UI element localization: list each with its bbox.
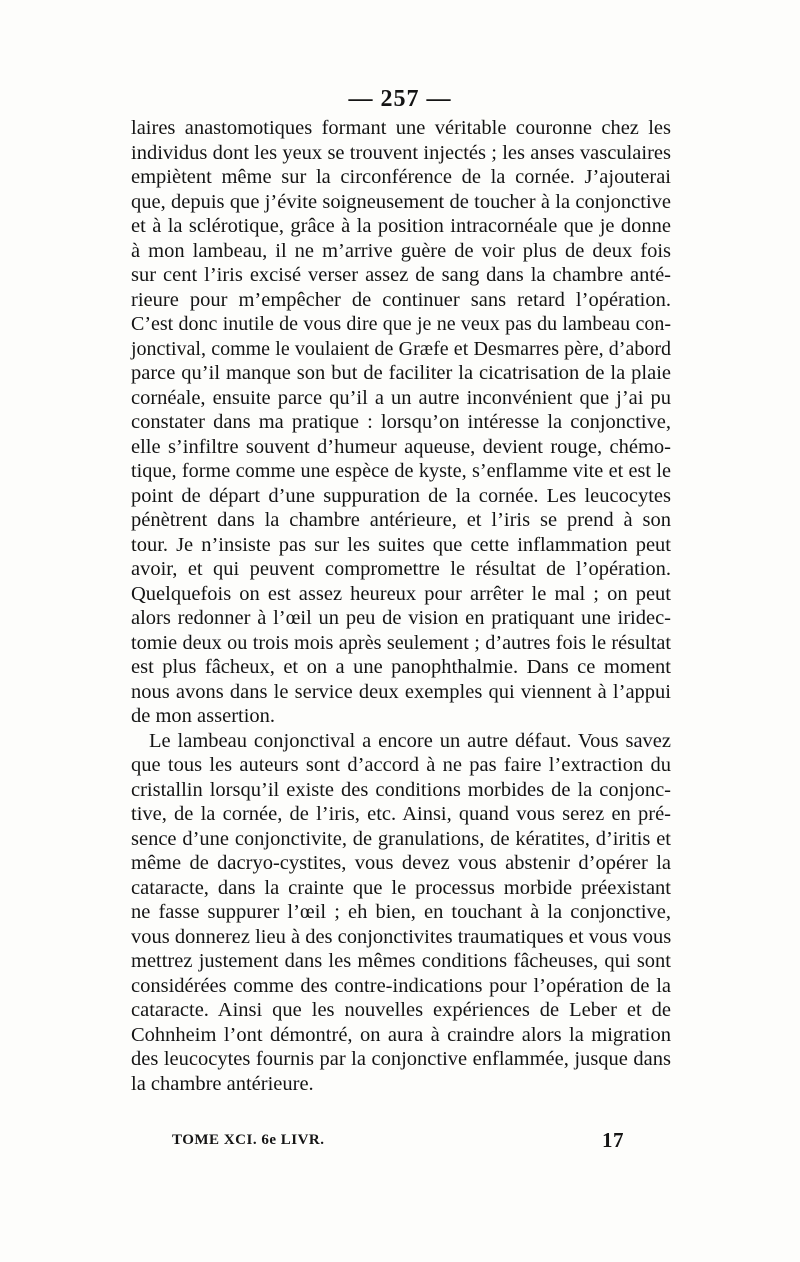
text-line: rieure pour m’empêcher de continuer sans retard l’opération. (131, 288, 671, 311)
text-line: ne fasse suppurer l’œil ; eh bien, en touchant à la conjonctive, (131, 901, 671, 923)
text-line: C’est donc inutile de vous dire que je ne veux pas du lambeau con- (131, 313, 671, 335)
text-line: alors redonner à l’œil un peu de vision en pratiquant une iridec- (131, 607, 671, 629)
text-line: individus dont les yeux se trouvent injectés ; les anses vasculaires (131, 141, 671, 164)
text-line: que tous les auteurs sont d’accord à ne pas faire l’extraction du (131, 754, 671, 776)
text-line: Cohnheim l’ont démontré, on aura à craindre alors la migration (131, 1023, 671, 1046)
text-line: cristallin lorsqu’il existe des conditions morbides de la conjonc- (131, 778, 671, 801)
text-line: avoir, et qui peuvent compromettre le résultat de l’opération. (131, 558, 671, 580)
text-line: Quelquefois on est assez heureux pour arrêter le mal ; on peut (131, 582, 671, 605)
text-line: est plus fâcheux, et on a une panophthalmie. Dans ce moment (131, 656, 671, 678)
text-line: point de départ d’une suppuration de la cornée. Les leucocytes (131, 484, 671, 507)
text-line: pénètrent dans la chambre antérieure, et l’iris se prend à son (131, 509, 671, 531)
text-line: laires anastomotiques formant une véritable couronne chez les (131, 117, 671, 139)
text-line: même de dacryo-cystites, vous devez vous abstenir d’opérer la (131, 852, 671, 874)
text-line: tive, de la cornée, de l’iris, etc. Ainsi, quand vous serez en pré- (131, 803, 671, 825)
text-line: elle s’infiltre souvent d’humeur aqueuse, devient rouge, chémo- (131, 435, 671, 458)
text-line: cornéale, ensuite parce qu’il a un autre inconvénient que j’ai pu (131, 386, 671, 409)
text-line: et à la sclérotique, grâce à la position intracornéale que je donne (131, 215, 671, 237)
text-line: cataracte, dans la crainte que le processus morbide préexistant (131, 876, 671, 899)
text-line: vous donnerez lieu à des conjonctivites traumatiques et vous vous (131, 925, 672, 948)
text-line: à mon lambeau, il ne m’arrive guère de voir plus de deux fois (131, 239, 671, 262)
text-line: constater dans ma pratique : lorsqu’on intéresse la conjonctive, (131, 411, 671, 433)
text-line: que, depuis que j’évite soigneusement de toucher à la conjonctive (131, 190, 671, 213)
text-line: empiètent même sur la circonférence de la cornée. J’ajouterai (131, 166, 671, 188)
text-line: mettrez justement dans les mêmes conditions fâcheuses, qui sont (131, 950, 671, 972)
text-line: tour. Je n’insiste pas sur les suites que cette inflammation peut (131, 533, 671, 556)
text-line: Le lambeau conjonctival a encore un autre défaut. Vous savez (149, 729, 671, 752)
page-number: — 257 — (348, 86, 452, 112)
text-line: nous avons dans le service deux exemples qui viennent à l’appui (131, 680, 671, 703)
text-line: considérées comme des contre-indications pour l’opération de la (131, 974, 671, 997)
text-line: parce qu’il manque son but de faciliter la cicatrisation de la plaie (131, 362, 671, 384)
signature-mark: TOME XCI. 6e LIVR. (172, 1132, 325, 1148)
text-line: tomie deux ou trois mois après seulement ; d’autres fois le résultat (131, 631, 671, 654)
text-line: tique, forme comme une espèce de kyste, s’enflamme vite et est le (131, 460, 671, 482)
text-line: jonctival, comme le voulaient de Græfe et Desmarres père, d’abord (131, 337, 671, 360)
page-footer (172, 1128, 624, 1154)
text-line: la chambre antérieure. (131, 1072, 314, 1095)
text-line: des leucocytes fournis par la conjonctive enflammée, jusque dans (131, 1048, 671, 1070)
sheet-number: 17 (602, 1128, 624, 1152)
text-line: cataracte. Ainsi que les nouvelles expériences de Leber et de (131, 999, 671, 1021)
text-line: sur cent l’iris excisé verser assez de sang dans la chambre anté- (131, 264, 671, 286)
text-line: sence d’une conjonctivite, de granulations, de kératites, d’iritis et (131, 827, 671, 850)
text-line: de mon assertion. (131, 705, 276, 727)
body-text (131, 116, 671, 1096)
